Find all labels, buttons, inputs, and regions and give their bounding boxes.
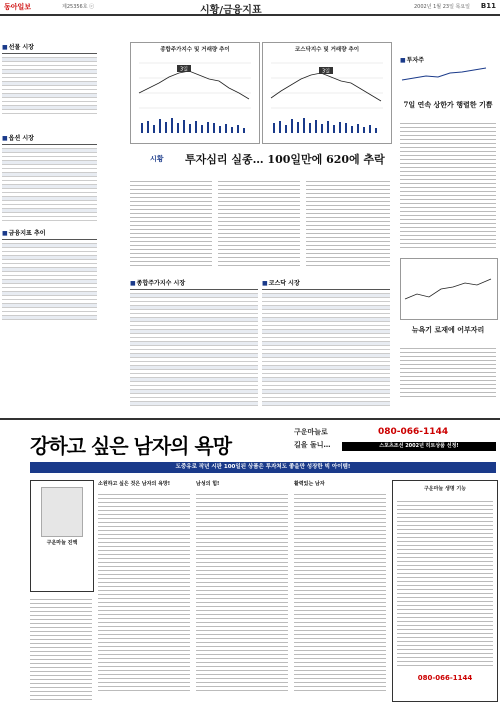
ad-section-b: [196, 480, 288, 700]
kospi-table: [130, 278, 258, 408]
ad-section-b-title: 남성의 힘!: [196, 481, 220, 487]
ad-product-left: [30, 480, 94, 592]
futures-title: ■ 선물 시장: [2, 42, 97, 51]
investment-box: [400, 55, 496, 85]
kosdaq-chart-plot: [263, 53, 389, 141]
section-title: 시황/금융지표: [200, 5, 262, 16]
investment-title: ■ 투자주: [400, 55, 496, 64]
ad-sub-slogan-2: 길을 돌니…: [294, 441, 331, 449]
article-tag: 시황: [150, 155, 164, 163]
page-number: B11: [480, 2, 496, 10]
edition-number: 제25356호 ⓒ: [62, 4, 95, 10]
kospi-chart-title: 종합주가지수 및 거래량 추이: [160, 47, 230, 53]
kospi-chart-plot: [131, 53, 257, 141]
kosdaq-table: [262, 278, 390, 408]
futures-market: [2, 42, 97, 124]
right-chart-box: [400, 258, 498, 320]
article-text-col-2: [218, 178, 300, 268]
financial-indicators: [2, 228, 97, 340]
ad-section-a: [98, 480, 190, 700]
options-title: ■ 옵션 시장: [2, 133, 97, 142]
ad-section-b-text: [196, 491, 288, 691]
article-text-col-1: [130, 178, 212, 268]
ad-section-c: [294, 480, 386, 700]
ad-section-a-title: 소원하고 싶은 것은 남자의 욕망!: [98, 481, 171, 487]
investment-sparkline: [400, 64, 496, 84]
right-article-1-text: [400, 120, 496, 250]
kosdaq-chart: [262, 42, 392, 144]
ad-divider: [0, 418, 500, 420]
ad-product-a: 구운마늘 진액: [46, 540, 78, 546]
right-article-2-text: [400, 345, 496, 400]
options-market: [2, 133, 97, 235]
kospi-callout: 3일: [179, 66, 189, 73]
right-article-2-head: [400, 325, 496, 343]
right-article-1-head: [400, 100, 496, 118]
ad-main-slogan: 강하고 싶은 남자의 욕망: [30, 434, 232, 458]
ad-product-image: [41, 487, 83, 537]
issue-date: 2002년 1월 23일 목요일: [413, 4, 470, 10]
ad-phone-banner: 스포츠조선 2002년 히트상품 선정!: [342, 442, 496, 451]
ad-section-c-text: [294, 491, 386, 691]
article-headline: 투자심리 실종… 100일만에 620에 추락: [185, 153, 385, 166]
indicators-title: ■ 금융지표 추이: [2, 228, 97, 237]
publication-name: 동아일보: [4, 3, 32, 11]
ad-section-a-text: [98, 491, 190, 691]
right-mini-chart: [401, 259, 497, 317]
kospi-chart: [130, 42, 260, 144]
ad-right-box-text: [397, 498, 493, 668]
ad-banner: 도중유로 작년 시판 100일된 상품은 투자쳐도 좋을만 성장한 빅 아이템!: [30, 462, 496, 473]
kosdaq-callout: 3일: [321, 68, 331, 75]
ad-right-phone: 080-066-1144: [417, 674, 473, 682]
kosdaq-table-title: ■ 코스닥 시장: [262, 278, 390, 287]
article-header: [130, 148, 390, 176]
ad-right-box-title: 구운마늘 생명 기능: [423, 486, 467, 492]
kospi-table-title: ■ 종합주가지수 시장: [130, 278, 258, 287]
right-article-2-headline: 뉴욕기 로재에 어부자리: [411, 325, 485, 334]
ad-left-text: [30, 596, 92, 700]
kosdaq-chart-title: 코스닥지수 및 거래량 추이: [294, 47, 360, 53]
right-article-1-headline: 7일 연속 상한가 행렬한 기쁨: [403, 100, 493, 109]
ad-phone: 080-066-1144: [378, 427, 449, 437]
ad-right-box: [392, 480, 498, 702]
article-text-col-3: [306, 178, 390, 268]
page-header: [0, 0, 500, 16]
ad-section-c-title: 활력있는 남자: [294, 481, 325, 487]
ad-sub-slogan-1: 구운마늘로: [294, 428, 328, 436]
